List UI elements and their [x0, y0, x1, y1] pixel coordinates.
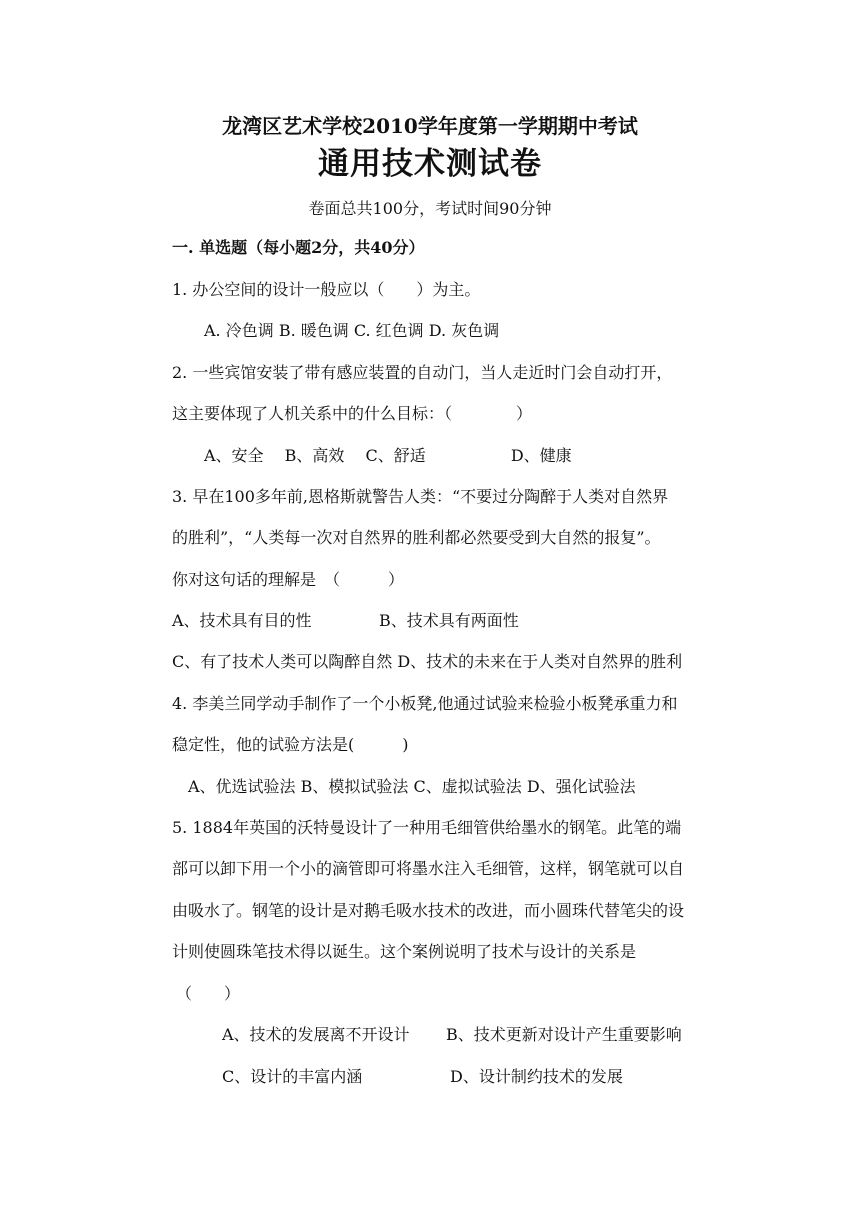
q5-option-b: B、技术更新对设计产生重要影响	[446, 1025, 682, 1044]
q1-options: A. 冷色调 B. 暖色调 C. 红色调 D. 灰色调	[204, 321, 500, 340]
q3-stem-line3: 你对这句话的理解是 （ ）	[172, 570, 405, 589]
q2-stem-line2: 这主要体现了人机关系中的什么目标：（ ）	[172, 404, 533, 423]
q2-options: A、安全 B、高效 C、舒适 D、健康	[204, 446, 572, 465]
q5-option-d: D、设计制约技术的发展	[450, 1067, 623, 1086]
q3-option-b: B、技术具有两面性	[379, 611, 519, 630]
q1-stem: 1. 办公空间的设计一般应以（ ）为主。	[172, 280, 481, 299]
school-title: 龙湾区艺术学校2010学年度第一学期期中考试	[222, 114, 638, 138]
exam-info: 卷面总共100分，考试时间90分钟	[308, 199, 552, 218]
q2-stem-line1: 2. 一些宾馆安装了带有感应装置的自动门，当人走近时门会自动打开，	[172, 363, 673, 382]
q5-stem-line3: 由吸水了。钢笔的设计是对鹅毛吸水技术的改进，而小圆珠代替笔尖的设	[172, 901, 685, 920]
q3-stem-line2: 的胜利”，“人类每一次对自然界的胜利都必然要受到大自然的报复”。	[172, 528, 661, 547]
q5-stem-line1: 5. 1884年英国的沃特曼设计了一种用毛细管供给墨水的钢笔。此笔的端	[172, 818, 682, 837]
q3-options-cd: C、有了技术人类可以陶醉自然 D、技术的未来在于人类对自然界的胜利	[172, 652, 683, 671]
q3-option-a: A、技术具有目的性	[172, 611, 312, 630]
q3-stem-line1: 3. 早在100多年前,恩格斯就警告人类：“不要过分陶醉于人类对自然界	[172, 487, 669, 506]
q4-stem-line1: 4. 李美兰同学动手制作了一个小板凳,他通过试验来检验小板凳承重力和	[172, 694, 678, 713]
q5-answer-blank: （ ）	[176, 984, 241, 1003]
q4-options: A、优选试验法 B、模拟试验法 C、虚拟试验法 D、强化试验法	[188, 777, 636, 796]
q5-option-a: A、技术的发展离不开设计	[222, 1025, 410, 1044]
q5-option-c: C、设计的丰富内涵	[222, 1067, 363, 1086]
exam-title: 通用技术测试卷	[318, 146, 542, 182]
q4-stem-line2: 稳定性，他的试验方法是( )	[172, 735, 409, 754]
section-heading-single-choice: 一. 单选题（每小题2分，共40分）	[172, 238, 425, 257]
q5-stem-line2: 部可以卸下用一个小的滴管即可将墨水注入毛细管，这样，钢笔就可以自	[172, 859, 685, 878]
q5-stem-line4: 计则使圆珠笔技术得以诞生。这个案例说明了技术与设计的关系是	[172, 942, 637, 961]
